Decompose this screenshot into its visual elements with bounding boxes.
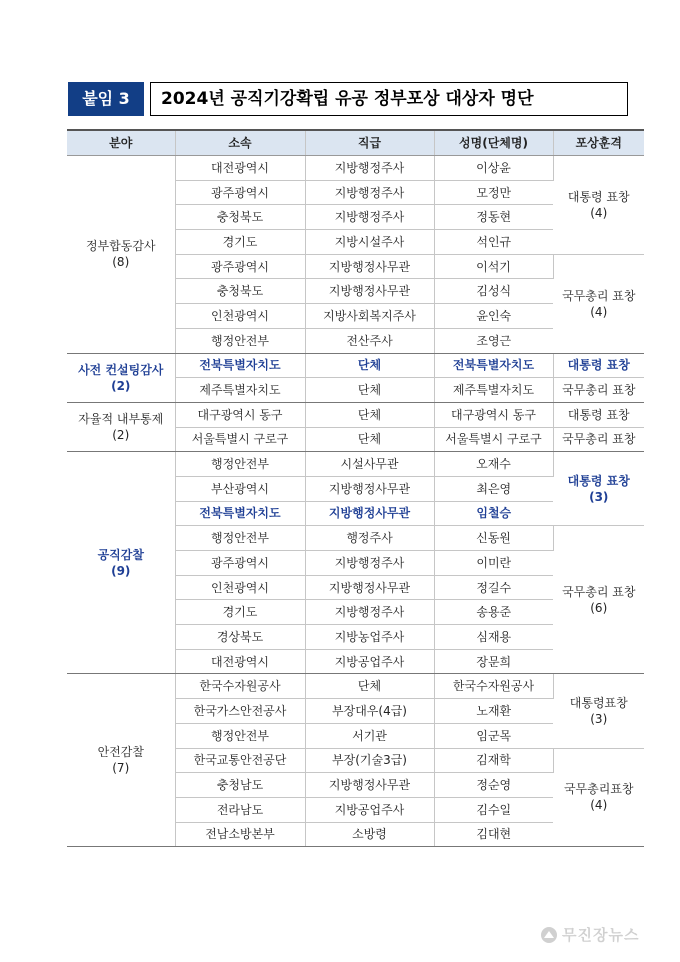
rank-cell: 지방행정주사 bbox=[305, 156, 434, 181]
rank-cell: 단체 bbox=[305, 427, 434, 452]
org-cell: 전남소방본부 bbox=[175, 822, 305, 847]
rank-cell: 부장대우(4급) bbox=[305, 699, 434, 724]
rank-cell: 행정주사 bbox=[305, 526, 434, 551]
org-cell: 전북특별자치도 bbox=[175, 501, 305, 526]
rank-cell: 지방행정사무관 bbox=[305, 773, 434, 798]
org-cell: 충청북도 bbox=[175, 205, 305, 230]
org-cell: 광주광역시 bbox=[175, 254, 305, 279]
rank-cell: 시설사무관 bbox=[305, 452, 434, 477]
rank-cell: 부장(기술3급) bbox=[305, 748, 434, 773]
org-cell: 경기도 bbox=[175, 230, 305, 255]
org-cell: 한국가스안전공사 bbox=[175, 699, 305, 724]
column-header: 직급 bbox=[305, 130, 434, 156]
rank-cell: 전산주사 bbox=[305, 328, 434, 353]
field-cell: 공직감찰 (9) bbox=[67, 452, 175, 674]
org-cell: 광주광역시 bbox=[175, 180, 305, 205]
watermark-logo-icon bbox=[540, 926, 558, 944]
award-cell: 대통령 표창 (3) bbox=[553, 452, 644, 526]
rank-cell: 지방공업주사 bbox=[305, 797, 434, 822]
org-cell: 행정안전부 bbox=[175, 723, 305, 748]
rank-cell: 지방행정사무관 bbox=[305, 575, 434, 600]
org-cell: 대구광역시 동구 bbox=[175, 402, 305, 427]
name-cell: 최은영 bbox=[434, 476, 553, 501]
org-cell: 한국수자원공사 bbox=[175, 674, 305, 699]
name-cell: 김성식 bbox=[434, 279, 553, 304]
field-cell: 자율적 내부통제 (2) bbox=[67, 402, 175, 451]
attachment-badge: 붙임 3 bbox=[68, 82, 144, 116]
name-cell: 윤인숙 bbox=[434, 304, 553, 329]
table-row bbox=[67, 353, 644, 378]
name-cell: 장문희 bbox=[434, 649, 553, 674]
name-cell: 조영근 bbox=[434, 328, 553, 353]
org-cell: 충청북도 bbox=[175, 279, 305, 304]
org-cell: 서울특별시 구로구 bbox=[175, 427, 305, 452]
name-cell: 오재수 bbox=[434, 452, 553, 477]
name-cell: 김재학 bbox=[434, 748, 553, 773]
name-cell: 석인규 bbox=[434, 230, 553, 255]
award-cell: 국무총리 표창 bbox=[553, 427, 644, 452]
org-cell: 제주특별자치도 bbox=[175, 378, 305, 403]
rank-cell: 지방공업주사 bbox=[305, 649, 434, 674]
name-cell: 신동원 bbox=[434, 526, 553, 551]
column-header: 포상훈격 bbox=[553, 130, 644, 156]
award-cell: 대통령표창 (3) bbox=[553, 674, 644, 748]
name-cell: 제주특별자치도 bbox=[434, 378, 553, 403]
table-row bbox=[67, 156, 644, 181]
org-cell: 행정안전부 bbox=[175, 328, 305, 353]
award-cell: 국무총리 표창 (6) bbox=[553, 526, 644, 674]
name-cell: 임철승 bbox=[434, 501, 553, 526]
field-cell: 사전 컨설팅감사 (2) bbox=[67, 353, 175, 402]
rank-cell: 지방행정사무관 bbox=[305, 254, 434, 279]
name-cell: 정길수 bbox=[434, 575, 553, 600]
org-cell: 행정안전부 bbox=[175, 452, 305, 477]
org-cell: 대전광역시 bbox=[175, 156, 305, 181]
award-cell: 국무총리 표창 (4) bbox=[553, 254, 644, 353]
rank-cell: 지방행정사무관 bbox=[305, 476, 434, 501]
rank-cell: 지방행정주사 bbox=[305, 205, 434, 230]
name-cell: 송용준 bbox=[434, 600, 553, 625]
rank-cell: 지방농업주사 bbox=[305, 625, 434, 650]
name-cell: 정순영 bbox=[434, 773, 553, 798]
rank-cell: 지방행정주사 bbox=[305, 600, 434, 625]
rank-cell: 서기관 bbox=[305, 723, 434, 748]
org-cell: 행정안전부 bbox=[175, 526, 305, 551]
rank-cell: 단체 bbox=[305, 378, 434, 403]
rank-cell: 지방행정주사 bbox=[305, 180, 434, 205]
org-cell: 충청남도 bbox=[175, 773, 305, 798]
rank-cell: 지방행정사무관 bbox=[305, 501, 434, 526]
org-cell: 인천광역시 bbox=[175, 575, 305, 600]
table-row bbox=[67, 452, 644, 477]
org-cell: 광주광역시 bbox=[175, 551, 305, 576]
org-cell: 경상북도 bbox=[175, 625, 305, 650]
name-cell: 김수일 bbox=[434, 797, 553, 822]
org-cell: 전라남도 bbox=[175, 797, 305, 822]
award-cell: 대통령 표창 (4) bbox=[553, 156, 644, 255]
name-cell: 서울특별시 구로구 bbox=[434, 427, 553, 452]
rank-cell: 지방행정사무관 bbox=[305, 279, 434, 304]
award-cell: 국무총리표창 (4) bbox=[553, 748, 644, 847]
award-cell: 국무총리 표창 bbox=[553, 378, 644, 403]
document-title: 2024년 공직기강확립 유공 정부포상 대상자 명단 bbox=[150, 82, 628, 116]
name-cell: 전북특별자치도 bbox=[434, 353, 553, 378]
name-cell: 대구광역시 동구 bbox=[434, 402, 553, 427]
rank-cell: 단체 bbox=[305, 353, 434, 378]
rank-cell: 단체 bbox=[305, 674, 434, 699]
rank-cell: 단체 bbox=[305, 402, 434, 427]
table-header-row bbox=[67, 130, 644, 156]
rank-cell: 지방사회복지주사 bbox=[305, 304, 434, 329]
name-cell: 심재용 bbox=[434, 625, 553, 650]
name-cell: 김대현 bbox=[434, 822, 553, 847]
org-cell: 대전광역시 bbox=[175, 649, 305, 674]
field-cell: 정부합동감사 (8) bbox=[67, 156, 175, 354]
name-cell: 노재환 bbox=[434, 699, 553, 724]
org-cell: 부산광역시 bbox=[175, 476, 305, 501]
column-header: 성명(단체명) bbox=[434, 130, 553, 156]
award-cell: 대통령 표창 bbox=[553, 402, 644, 427]
table-row bbox=[67, 674, 644, 699]
award-recipients-table bbox=[67, 129, 644, 847]
org-cell: 인천광역시 bbox=[175, 304, 305, 329]
org-cell: 한국교통안전공단 bbox=[175, 748, 305, 773]
rank-cell: 지방시설주사 bbox=[305, 230, 434, 255]
rank-cell: 소방령 bbox=[305, 822, 434, 847]
name-cell: 모정만 bbox=[434, 180, 553, 205]
column-header: 분야 bbox=[67, 130, 175, 156]
name-cell: 한국수자원공사 bbox=[434, 674, 553, 699]
org-cell: 전북특별자치도 bbox=[175, 353, 305, 378]
column-header: 소속 bbox=[175, 130, 305, 156]
title-area bbox=[68, 82, 618, 116]
name-cell: 이상윤 bbox=[434, 156, 553, 181]
watermark-text: 무진장뉴스 bbox=[562, 926, 640, 944]
name-cell: 이미란 bbox=[434, 551, 553, 576]
org-cell: 경기도 bbox=[175, 600, 305, 625]
field-cell: 안전감찰 (7) bbox=[67, 674, 175, 847]
rank-cell: 지방행정주사 bbox=[305, 551, 434, 576]
name-cell: 정동현 bbox=[434, 205, 553, 230]
table-row bbox=[67, 402, 644, 427]
award-cell: 대통령 표창 bbox=[553, 353, 644, 378]
name-cell: 이석기 bbox=[434, 254, 553, 279]
name-cell: 임군목 bbox=[434, 723, 553, 748]
